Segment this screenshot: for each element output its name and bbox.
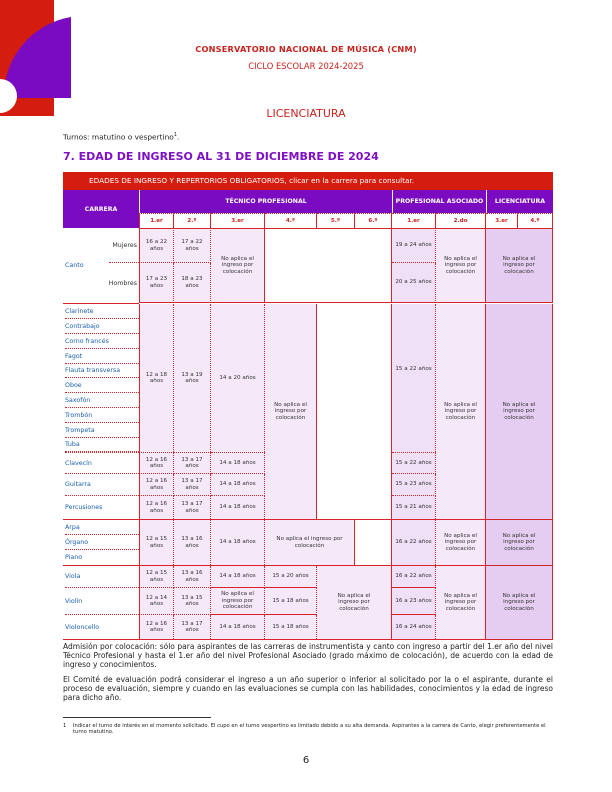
canto-tp4-6-empty [265,228,392,303]
footnote [63,723,553,735]
percusiones-tp3: 14 a 18 años [211,496,265,519]
carrera-link-clavecin[interactable]: Clavecín [65,452,139,474]
canto-hombres-pa1: 20 a 25 años [392,263,436,303]
licenciatura-header: LICENCIATURA [486,190,553,213]
percusiones-tp2: 13 a 17 años [174,496,211,519]
carrera-link-percusiones[interactable]: Percusiones [65,504,103,511]
guitarra-tp1: 12 a 16 años [139,474,174,496]
carrera-link-oboe[interactable]: Oboe [65,378,139,393]
turnos-end: . [176,132,180,142]
guitarra-tp3: 14 a 18 años [211,474,265,496]
carrera-link-contrabajo[interactable]: Contrabajo [65,319,139,334]
carrera-link-trompeta[interactable]: Trompeta [65,423,139,438]
page-number: 6 [302,755,310,766]
canto-mujeres-tp2: 17 a 22 años [174,228,211,263]
turnos-text [63,132,179,141]
winds-pa2: No aplica el ingreso por colocación [436,304,486,519]
violin-tp2: 13 a 15 años [174,588,211,615]
violin-pa1: 16 a 23 años [392,588,436,615]
year-header: 2.do [436,213,486,228]
percusiones-tp1: 12 a 16 años [139,496,174,519]
footnote-text: Indicar el turno de interés en el momento solicitado. El cupo en el turno vespertino es limitado debido a su alta demanda. Aspirantes a la carrera de Canto, elegir preferentemente el turno matutino. [73,723,546,735]
viola-pa1: 16 a 22 años [392,566,436,588]
footnote-rule [63,717,211,718]
year-header: 1.er [392,213,436,228]
violoncello-tp2: 13 a 17 años [174,615,211,639]
violoncello-tp3: 14 a 18 años [211,615,265,639]
profesional-asociado-header: PROFESIONAL ASOCIADO [392,190,486,213]
school-cycle: CICLO ESCOLAR 2024-2025 [248,61,364,71]
year-header: 3.er [486,213,518,228]
canto-mujeres-label: Mujeres [112,241,137,249]
strings-tp5-6: No aplica el ingreso por colocación [317,566,392,639]
carrera-link-guitarra[interactable]: Guitarra [65,474,139,496]
carrera-link-viola[interactable]: Viola [65,566,139,588]
strings-pa2: No aplica el ingreso por colocación [436,566,486,639]
viola-tp1: 12 a 15 años [139,566,174,588]
canto-hombres-tp2: 18 a 23 años [174,263,211,303]
clavecin-tp3: 14 a 18 años [211,452,265,474]
canto-hombres-tp1: 17 a 23 años [139,263,174,303]
carrera-link-corno-frances[interactable]: Corno francés [65,334,139,349]
turnos-label: Turnos: matutino o vespertino [63,132,174,142]
winds-pa1: 15 a 22 años [392,304,436,452]
winds-licenciatura: No aplica el ingreso por colocación [486,304,553,519]
carrera-link-piano[interactable]: Piano [65,554,83,561]
winds-tp1: 12 a 18 años [139,304,174,452]
violoncello-tp1: 12 a 16 años [139,615,174,639]
section-title: 7. EDAD DE INGRESO AL 31 DE DICIEMBRE DE 2024 [63,150,379,163]
canto-mujeres-tp1: 16 a 22 años [139,228,174,263]
carrera-link-saxofon[interactable]: Saxofón [65,393,139,408]
carrera-header: CARRERA [63,190,139,228]
canto-pa2: No aplica el ingreso por colocación [436,228,486,303]
row-divider [109,262,139,263]
carrera-link-canto[interactable]: Canto [65,262,84,269]
canto-licenciatura: No aplica el ingreso por colocación [486,228,553,303]
note-comite-evaluacion: El Comité de evaluación podrá considerar el ingreso a un año superior o inferior al solicitado por la o el aspirante, durante el proceso de evaluación, siempre y cuando en las evaluaciones se cumpla con las habilidades, conocimientos y la edad de ingreso para dicho año. [63,675,553,702]
carrera-link-organo[interactable]: Órgano [65,535,139,550]
canto-mujeres-pa1: 19 a 24 años [392,228,436,263]
keyboards-tp1: 12 a 15 años [139,520,174,565]
footnote-number: 1 [63,723,67,729]
table-banner: EDADES DE INGRESO Y REPERTORIOS OBLIGATORIOS, clicar en la carrera para consultar. [63,172,553,190]
keyboards-licenciatura: No aplica el ingreso por colocación [486,520,553,565]
level-heading: LICENCIATURA [266,107,346,120]
winds-tp3: 14 a 20 años [211,304,265,452]
keyboards-tp3: 14 a 18 años [211,520,265,565]
clavecin-tp2: 13 a 17 años [174,452,211,474]
viola-tp2: 13 a 16 años [174,566,211,588]
carrera-link-tuba[interactable]: Tuba [65,438,139,452]
carrera-link-fagot[interactable]: Fagot [65,349,139,364]
corner-decoration [0,0,72,116]
violin-tp3: No aplica el ingreso por colocación [211,588,265,615]
year-header: 1.er [139,213,174,228]
guitarra-pa1: 15 a 23 años [392,474,436,496]
violoncello-pa1: 16 a 24 años [392,615,436,639]
strings-licenciatura: No aplica el ingreso por colocación [486,566,553,639]
year-header: 2.º [174,213,211,228]
year-header: 3.er [211,213,265,228]
institution-title: CONSERVATORIO NACIONAL DE MÚSICA (CNM) [195,44,417,54]
year-header: 6.º [355,213,392,228]
violoncello-tp4: 15 a 18 años [265,615,317,639]
clavecin-pa1: 15 a 22 años [392,452,436,474]
carrera-link-violoncello[interactable]: Violoncello [65,623,100,631]
year-header: 4.º [518,213,553,228]
note-admision-colocacion: Admisión por colocación: sólo para aspirantes de las carreras de instrumentista y canto con ingreso a partir del 1.er año del nivel Técnico Profesional y hasta el 1.er año del nivel Profesional Asociado (grado máximo de colocación), de acuerdo con la edad de ingreso y conocimientos. [63,642,553,669]
canto-hombres-label: Hombres [108,279,137,287]
keyboards-tp4-5: No aplica el ingreso por colocación [265,520,355,565]
year-header: 5.º [317,213,355,228]
carrera-link-violin[interactable]: Violín [65,588,139,615]
keyboards-pa1: 16 a 22 años [392,520,436,565]
carrera-link-arpa[interactable]: Arpa [65,520,139,535]
carrera-link-flauta-transversa[interactable]: Flauta transversa [65,364,139,378]
keyboards-tp6-empty [355,520,392,565]
violin-tp1: 12 a 14 años [139,588,174,615]
carrera-link-clarinete[interactable]: Clarinete [65,304,139,319]
violin-tp4: 15 a 18 años [265,588,317,615]
keyboards-pa2: No aplica el ingreso por colocación [436,520,486,565]
viola-tp4: 15 a 20 años [265,566,317,588]
winds-tp4: No aplica el ingreso por colocación [265,304,317,519]
footnote-ref[interactable]: 1 [173,132,177,138]
winds-tp2: 13 a 19 años [174,304,211,452]
canto-tp3: No aplica el ingreso por colocación [211,228,265,303]
table-bottom-border [63,639,553,640]
guitarra-tp2: 13 a 17 años [174,474,211,496]
year-header: 4.º [265,213,317,228]
keyboards-tp2: 13 a 16 años [174,520,211,565]
percusiones-pa1: 15 a 21 años [392,496,436,519]
viola-tp3: 14 a 18 años [211,566,265,588]
tecnico-profesional-header: TÉCNICO PROFESIONAL [139,190,392,213]
carrera-link-trombon[interactable]: Trombón [65,408,139,423]
winds-tp5-6-empty [317,304,392,519]
clavecin-tp1: 12 a 16 años [139,452,174,474]
